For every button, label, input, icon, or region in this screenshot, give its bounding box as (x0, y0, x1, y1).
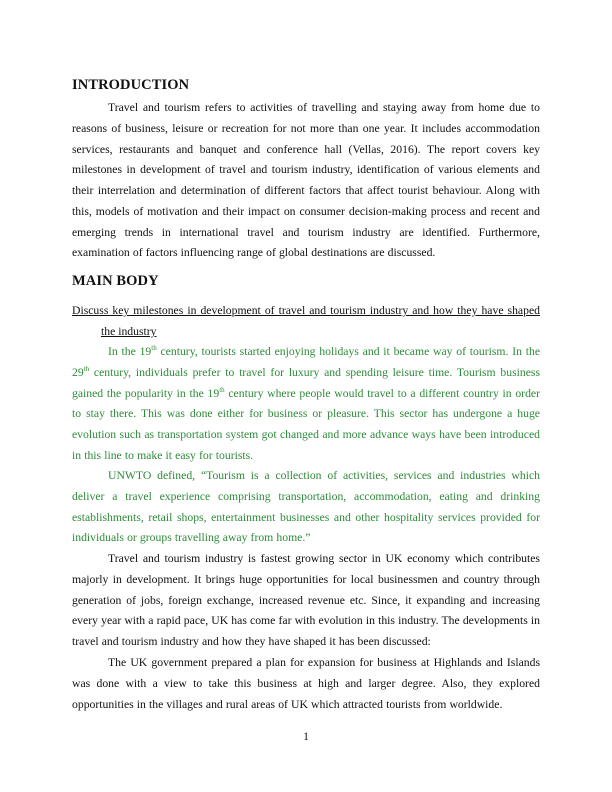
history-text-a: In the 19 (108, 345, 152, 358)
uk-economy-paragraph: Travel and tourism industry is fastest growing sector in UK economy which contributes majorly in development. It brings huge opportunities for local businessmen and country through generation of jobs, foreign exchange, increased revenue etc. Since, it expanding and increasing every year with a rapid pace, UK has come far with evolution in this industry. The developments in travel and tourism industry and how they have shaped it has been discussed: (72, 552, 540, 648)
unwto-definition-paragraph: UNWTO defined, “Tourism is a collection of activities, services and industries which deliver a travel experience comprising transportation, accommodation, eating and drinking establishments, retail shops, entertainment businesses and other hospitality services provided for individuals or groups travelling away from home.” (72, 469, 540, 545)
history-paragraph (72, 342, 540, 467)
main-body-heading: MAIN BODY (72, 273, 159, 289)
superscript-th: th (151, 344, 157, 352)
history-text-d: century where people would travel to a different country in order to stay there. This was done either for business or pleasure. This sector has undergone a huge evolution such as transportation system got changed and more advance ways have been introduced in this line to make it easy for tourists. (72, 386, 540, 462)
milestones-subheading: Discuss key milestones in development of travel and tourism industry and how they have shaped the industry (72, 304, 540, 338)
introduction-heading: INTRODUCTION (72, 77, 190, 93)
uk-government-paragraph: The UK government prepared a plan for expansion for business at Highlands and Islands was done with a view to take this business at high and larger degree. Also, they explored opportunities in the villages and rural areas of UK which attracted tourists from worldwide. (72, 656, 540, 711)
superscript-th: th (83, 364, 90, 373)
superscript-th: th (219, 385, 225, 394)
history-text-b: century, tourists started enjoying holidays and it became way of tourism. In the 29 (72, 345, 541, 379)
introduction-paragraph: Travel and tourism refers to activities of travelling and staying away from home due to reasons of business, leisure or recreation for not more than one year. It includes accommodation services, restaurants and banquet and conference hall (Vellas, 2016). The report covers key milestones in development of travel and tourism industry, identification of various elements and their interrelation and determination of different factors that affect tourist behaviour. Along with this, models of motivation and their impact on consumer decision-making process and recent and emerging trends in international travel and tourism industry are identified. Furthermore, examination of factors influencing range of global destinations are discussed. (72, 101, 540, 260)
history-text-c: century, individuals prefer to travel for luxury and spending leisure time. Tourism business gained the popularity in the 19 (72, 365, 540, 400)
page-number: 1 (303, 730, 309, 743)
